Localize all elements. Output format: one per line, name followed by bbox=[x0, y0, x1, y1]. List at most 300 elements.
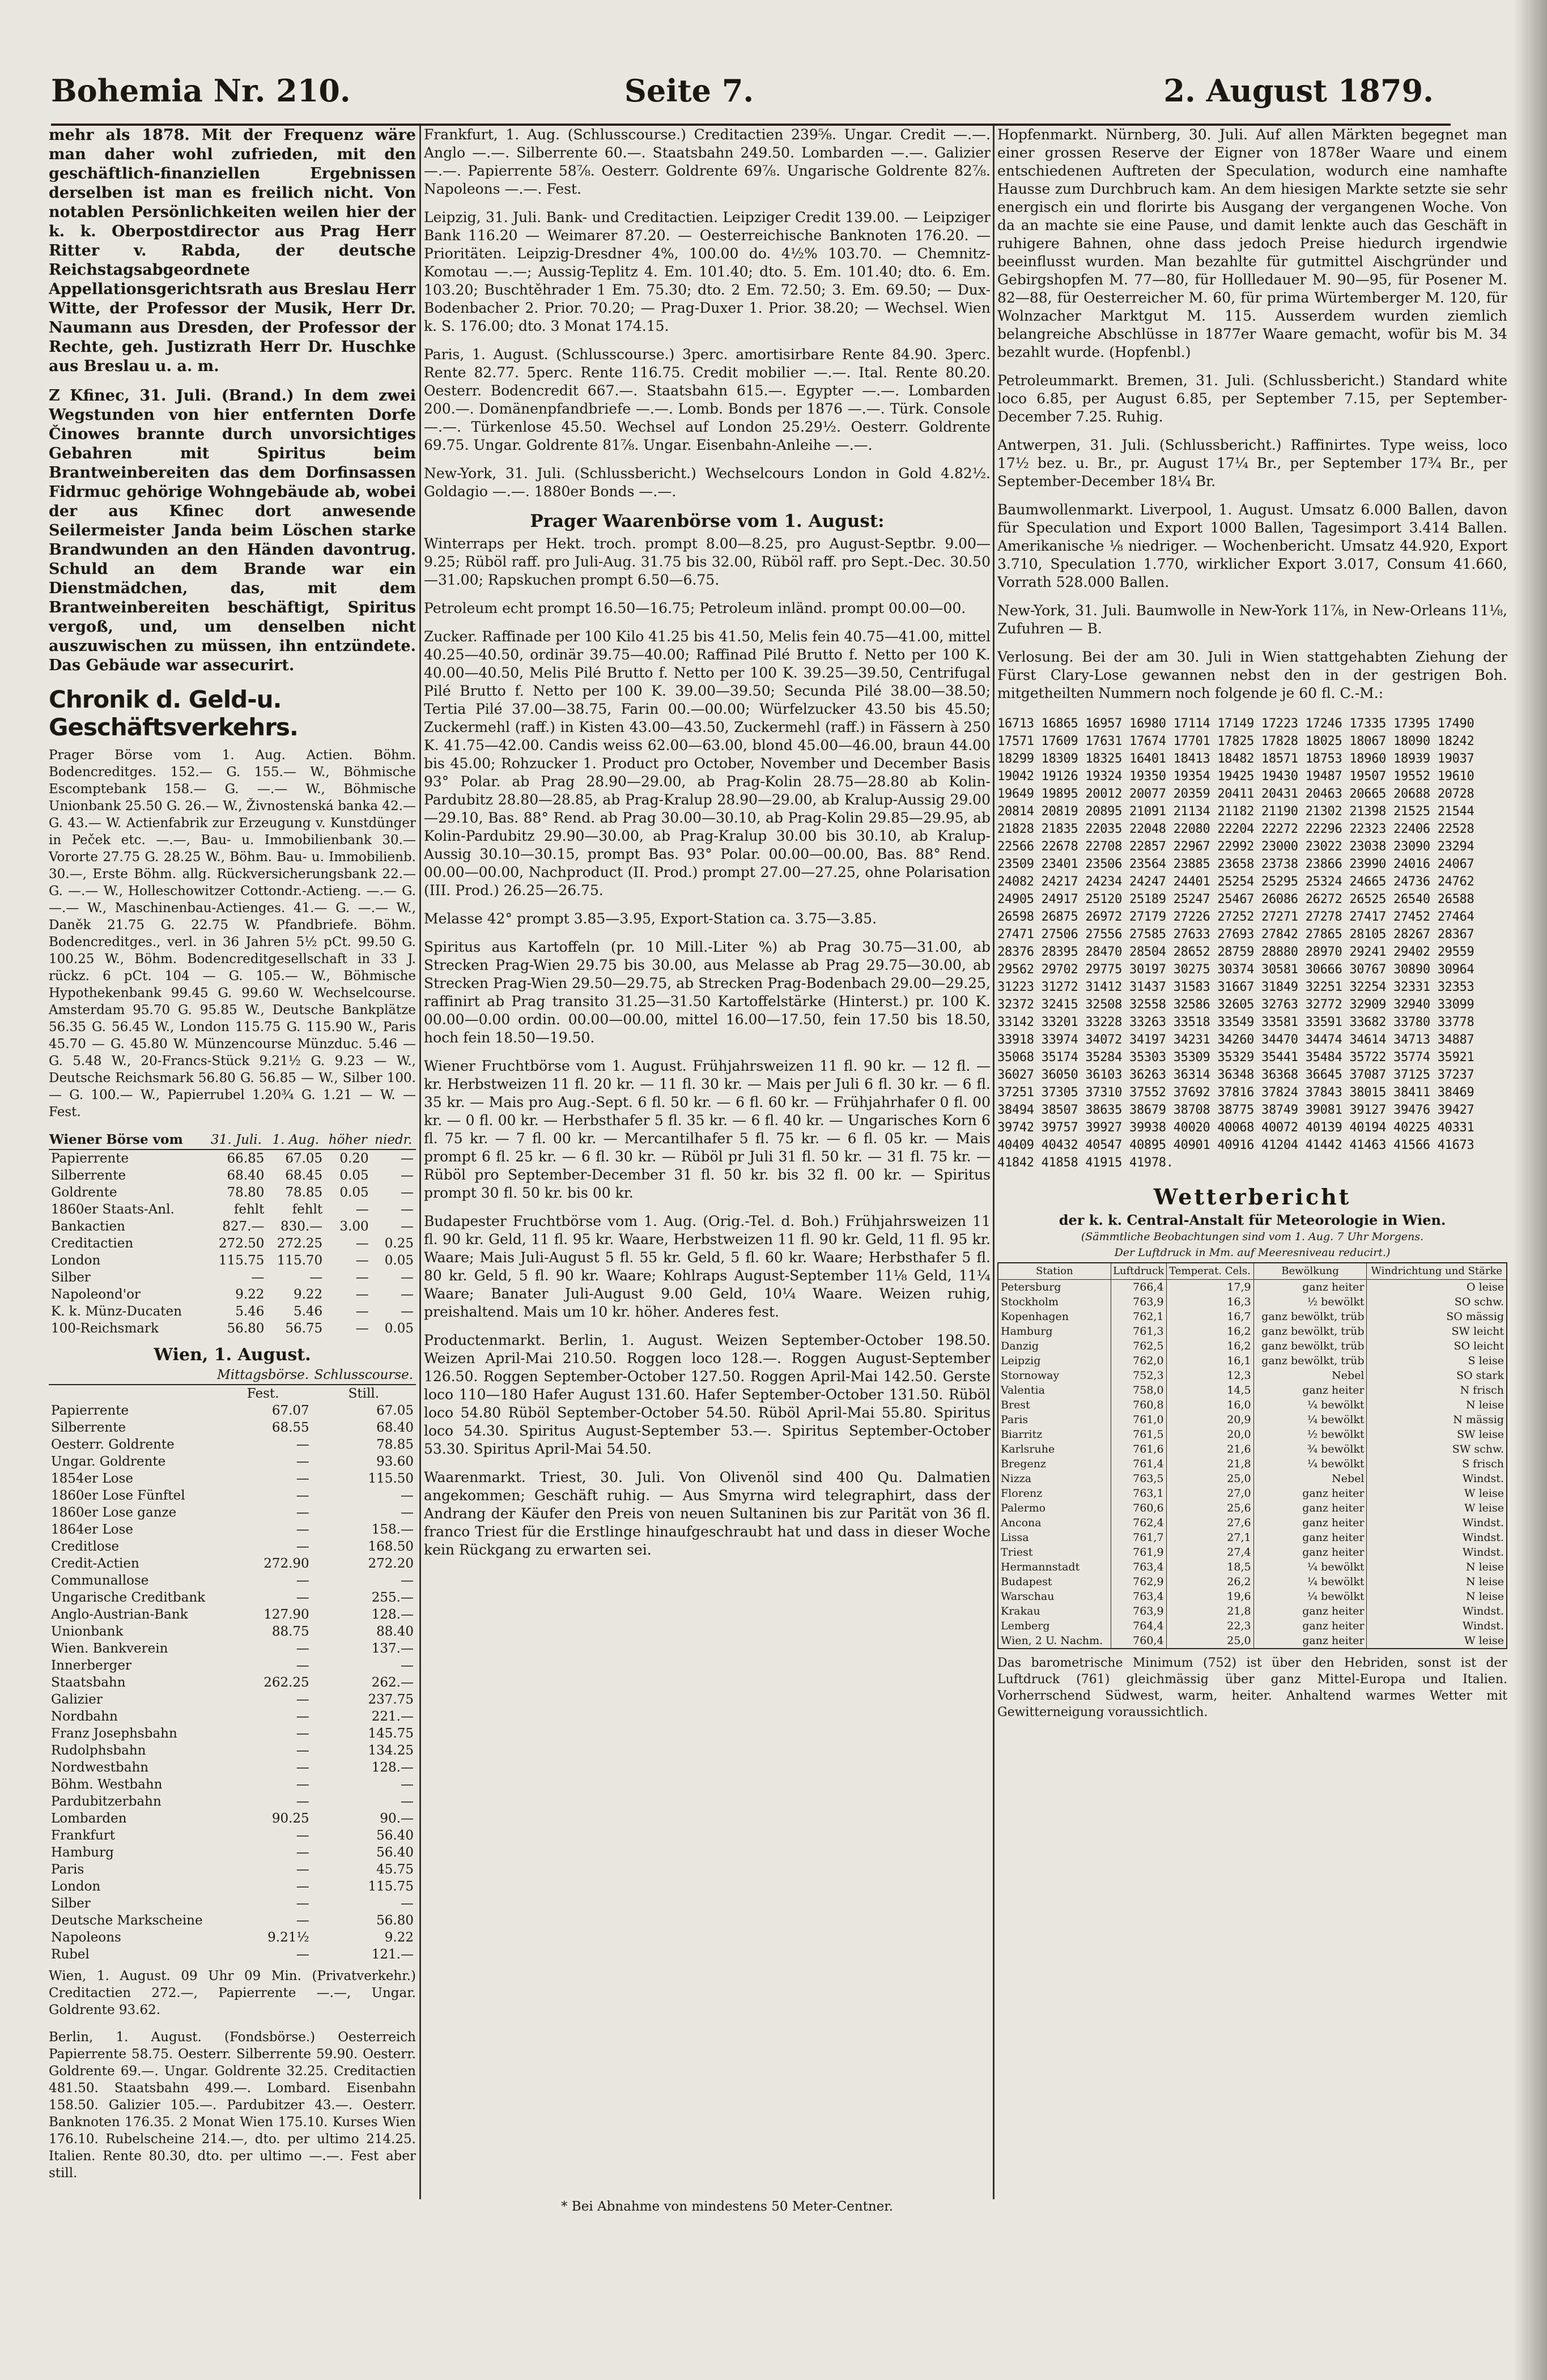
wien-cell: Ungarische Creditbank bbox=[51, 1590, 206, 1605]
wien-row bbox=[49, 1402, 416, 1419]
weather-row bbox=[998, 1309, 1507, 1324]
weather-cell: Danzig bbox=[998, 1339, 1111, 1353]
weather-cell: 27,0 bbox=[1166, 1486, 1253, 1501]
leipzig-report: Leipzig, 31. Juli. Bank- und Creditactien. Leipziger Credit 139.00. — Leipziger Bank 116.20 — Weimarer 87.20. — Oesterreichische Banknoten 176.20. — Prioritäten. Leipzig-Dresdner 4%, 100.00 do. 4½% 103.70. — Chemnitz-Komotau —.—; Aussig-Teplitz 4. Em. 101.40; dto. 5. Em. 101.40; dto. 6. Em. 103.20; Buschtěhrader 1 Em. 75.30; dto. 2 Em. 72.50; 3. Em. 69.50; — Dux-Bodenbacher 2. Prior. 70.20; — Prag-Duxer 1. Prior. 38.20; — Wechsel. Wien k. S. 176.00; dto. 3 Monat 174.15. bbox=[424, 209, 991, 334]
weather-row bbox=[998, 1353, 1507, 1368]
antwerpen-report: Antwerpen, 31. Juli. (Schlussbericht.) Raffinirtes. Type weiss, loco 17½ bez. u. Br., pr. August 17¼ Br., per September 17¾ Br., per September-December 18¼ Br. bbox=[997, 437, 1507, 489]
wien-cell: 1864er Lose bbox=[51, 1522, 133, 1537]
weather-cell: W leise bbox=[1367, 1501, 1507, 1515]
wien-header-0 bbox=[49, 1366, 215, 1385]
wien-cell: 221.— bbox=[371, 1709, 414, 1724]
wiener-boerse-cell: 0.20 bbox=[339, 1151, 369, 1166]
wien-cell: Creditlose bbox=[51, 1539, 120, 1554]
wiener-boerse-cell: 272.25 bbox=[277, 1236, 323, 1251]
weather-row bbox=[998, 1324, 1507, 1339]
weather-row bbox=[998, 1280, 1507, 1295]
weather-row bbox=[998, 1633, 1507, 1649]
wiener-boerse-cell: 68.40 bbox=[227, 1168, 265, 1183]
wx-header-4: Windrichtung und Stärke bbox=[1367, 1263, 1507, 1280]
weather-row bbox=[998, 1457, 1507, 1471]
wien-cell: Innerberger bbox=[51, 1658, 131, 1673]
header-publication: Bohemia Nr. 210. bbox=[51, 73, 351, 109]
weather-cell: 27,6 bbox=[1166, 1515, 1253, 1530]
wien-cell: 262.— bbox=[371, 1675, 414, 1690]
wien-row bbox=[49, 1504, 416, 1521]
weather-cell: Kopenhagen bbox=[998, 1309, 1111, 1324]
wien-row bbox=[49, 1759, 416, 1776]
weather-cell: SO mässig bbox=[1367, 1309, 1507, 1324]
wien-cell: Credit-Actien bbox=[51, 1556, 139, 1571]
wiener-boerse-cell: Bankactien bbox=[51, 1219, 125, 1234]
wien-cell: 90.— bbox=[380, 1811, 414, 1826]
wien-cell: Communallose bbox=[51, 1573, 149, 1588]
wien-cell: 93.60 bbox=[376, 1454, 414, 1469]
wien-cell: Anglo-Austrian-Bank bbox=[51, 1607, 188, 1622]
wien-cell: 134.25 bbox=[368, 1743, 414, 1758]
wien-table bbox=[49, 1366, 416, 1963]
weather-cell: Triest bbox=[998, 1545, 1111, 1560]
wien-row bbox=[49, 1555, 416, 1572]
weather-cell: Stockholm bbox=[998, 1295, 1111, 1309]
weather-cell: Leipzig bbox=[998, 1353, 1111, 1368]
weather-cell: ganz heiter bbox=[1253, 1501, 1367, 1515]
weather-cell: 16,7 bbox=[1166, 1309, 1253, 1324]
waarenboerse-raps: Winterraps per Hekt. troch. prompt 8.00—8.25, pro August-Septbr. 9.00—9.25; Rüböl raff. pro Juli-Aug. 31.75 bis 32.00, Rüböl raff. pro Sept.-Dec. 30.50—31.00; Rapskuchen prompt 6.50—6.75. bbox=[424, 535, 991, 588]
wien-cell: 158.— bbox=[371, 1522, 414, 1537]
weather-cell: 760,8 bbox=[1111, 1398, 1166, 1412]
weather-cell: 761,6 bbox=[1111, 1442, 1166, 1457]
weather-cell: Petersburg bbox=[998, 1280, 1111, 1295]
wiener-boerse-cell: — bbox=[355, 1236, 369, 1251]
weather-cell: ganz bewölkt, trüb bbox=[1253, 1353, 1367, 1368]
wien-cell: Unionbank bbox=[51, 1624, 124, 1639]
weather-footer: Das barometrische Minimum (752) ist über den Hebriden, sonst ist der Luftdruck (761) gleichmässig über ganz Mittel-Europa und Italien. Vorherrschend Südwest, warm, heiter. Anhaltend warmes Wetter mit Gewitterneigung voraussichtlich. bbox=[997, 1656, 1507, 1719]
weather-cell: N leise bbox=[1367, 1589, 1507, 1604]
weather-cell: Warschau bbox=[998, 1589, 1111, 1604]
weather-cell: 762,0 bbox=[1111, 1353, 1166, 1368]
weather-row bbox=[998, 1471, 1507, 1486]
wiener-boerse-cell: — bbox=[355, 1304, 369, 1319]
weather-cell: 21,6 bbox=[1166, 1442, 1253, 1457]
wien-row bbox=[49, 1640, 416, 1657]
wiener-boerse-cell: — bbox=[401, 1219, 414, 1234]
weather-cell: 26,2 bbox=[1166, 1574, 1253, 1589]
wien-row bbox=[49, 1708, 416, 1725]
weather-cell: Karlsruhe bbox=[998, 1442, 1111, 1457]
wien-heading: Wien, 1. August. bbox=[154, 1345, 311, 1365]
wiener-boerse-cell: K. k. Münz-Ducaten bbox=[51, 1304, 182, 1319]
wiener-boerse-cell: 66.85 bbox=[227, 1151, 265, 1166]
column-left bbox=[49, 126, 416, 2358]
paris-report: Paris, 1. August. (Schlusscourse.) 3perc. amortisirbare Rente 84.90. 3perc. Rente 82.77. 5perc. Rente 116.75. Credit mobilier —.—. Ital. Rente 80.20. Oesterr. Bodencredit 667.—. Staatsbahn 615.—. Egypter —.—. Lombarden 200.—. Domänenpfandbriefe —.—. Lomb. Bonds per 1876 —.—. Türk. Console —.—. Türkenlose 45.50. Wechsel auf London 25.29½. Oesterr. Goldrente 69.75. Ungar. Goldrente 81⅞. Ungar. Eisenbahn-Anleihe —.—. bbox=[424, 346, 991, 453]
wien-cell: Nordwestbahn bbox=[51, 1760, 149, 1775]
wien-cell: 115.50 bbox=[368, 1471, 414, 1486]
wien-cell: 168.50 bbox=[368, 1539, 414, 1554]
weather-cell: Lemberg bbox=[998, 1619, 1111, 1633]
weather-row bbox=[998, 1398, 1507, 1412]
weather-cell: 17,9 bbox=[1166, 1280, 1253, 1295]
wiener-fruchtboerse: Wiener Fruchtbörse vom 1. August. Frühjahrsweizen 11 fl. 90 kr. — 12 fl. — kr. Herbstweizen 11 fl. 20 kr. — 11 fl. 30 kr. — Mais per Juli 6 fl. 30 kr. — 6 fl. 35 kr. — Mais pro Aug.-Sept. 6 fl. 50 kr. — 6 fl. 60 kr. — Frühjahrhafer 0 fl. 00 kr. — 0 fl. 00 kr. — Herbsthafer 5 fl. 35 kr. — 6 fl. 40 kr. — Ungarisches Korn 6 fl. 75 kr. — 7 fl. 00 kr. — Mercantilhafer 5 fl. 75 kr. — 6 fl. 05 kr. — Mais prompt 6 fl. 25 kr. — 6 fl. 30 kr. — Rüböl pr Juli 31 fl. 50 kr. — 31 fl. 75 kr. — Rüböl pro September-December 31 fl. 50 kr. bis 32 fl. 00 kr. — Spiritus prompt 30 fl. 50 kr. bis 00 kr. bbox=[424, 1058, 991, 1201]
wiener-boerse-cell: 68.45 bbox=[285, 1168, 323, 1183]
wb-header-2: 1. Aug. bbox=[266, 1131, 325, 1149]
wien-cell: — bbox=[296, 1658, 309, 1673]
weather-row bbox=[998, 1501, 1507, 1515]
wb-header-4: niedr. bbox=[371, 1131, 416, 1149]
waarenmarkt-triest: Waarenmarkt. Triest, 30. Juli. Von Olivenöl sind 400 Qu. Dalmatien angekommen; Geschäft ruhig. — Aus Smyrna wird telegraphirt, dass der Andrang der Käufer den Preis von neuen Sultaninen bis zur Parität von 36 fl. franco Triest für die Erstlinge hinaufgeschraubt hat und dass in dieser Woche kein Rückgang zu erwarten sei. bbox=[424, 1469, 991, 1558]
wien-cell: 1860er Lose ganze bbox=[51, 1505, 177, 1520]
wien-cell: 90.25 bbox=[271, 1811, 309, 1826]
weather-cell: 758,0 bbox=[1111, 1383, 1166, 1398]
weather-cell: 25,6 bbox=[1166, 1501, 1253, 1515]
wien-cell: — bbox=[296, 1845, 309, 1860]
wiener-boerse-cell: 56.75 bbox=[285, 1321, 323, 1336]
weather-cell: N leise bbox=[1367, 1560, 1507, 1574]
petroleummarkt: Petroleummarkt. Bremen, 31. Juli. (Schlussbericht.) Standard white loco 6.85, per August 6.85, per September 7.15, per September-December 7.25. Ruhig. bbox=[997, 372, 1507, 425]
wiener-boerse-cell: fehlt bbox=[233, 1202, 265, 1217]
wien-cell: 45.75 bbox=[376, 1862, 414, 1877]
wien-cell: 1854er Lose bbox=[51, 1471, 133, 1486]
wien-row bbox=[49, 1810, 416, 1827]
wien-row bbox=[49, 1929, 416, 1946]
wiener-boerse-cell: — bbox=[401, 1168, 414, 1183]
weather-cell: Hamburg bbox=[998, 1324, 1111, 1339]
wien-cell: — bbox=[296, 1896, 309, 1911]
weather-cell: 16,2 bbox=[1166, 1324, 1253, 1339]
weather-row bbox=[998, 1412, 1507, 1427]
footnote: * Bei Abnahme von mindestens 50 Meter-Centner. bbox=[561, 2199, 894, 2214]
weather-cell: 764,4 bbox=[1111, 1619, 1166, 1633]
weather-cell: SO stark bbox=[1367, 1368, 1507, 1383]
wien-cell: Staatsbahn bbox=[51, 1675, 126, 1690]
wiener-boerse-cell: — bbox=[309, 1270, 323, 1285]
weather-cell: N frisch bbox=[1367, 1383, 1507, 1398]
wien-cell: — bbox=[401, 1488, 414, 1503]
berlin-boerse: Berlin, 1. August. (Fondsbörse.) Oesterreich Papierrente 58.75. Oesterr. Silberrente 59.90. Oesterr. Goldrente 69.—. Ungar. Goldrente 32.25. Creditactien 481.50. Staatsbahn 499.—. Lombard. Eisenbahn 158.50. Galizier 105.—. Pardubitzer 43.—. Oesterr. Banknoten 176.35. 2 Monat Wien 175.10. Kurses Wien 176.10. Rubelscheine 214.—, dto. per ultimo 214.25. Italien. Rente 80.30, dto. per ultimo —.—. Fest aber still. bbox=[49, 2030, 416, 2181]
wb-header-3: höher bbox=[325, 1131, 371, 1149]
wien-cell: Böhm. Westbahn bbox=[51, 1777, 163, 1792]
weather-row bbox=[998, 1574, 1507, 1589]
wien-cell: — bbox=[296, 1760, 309, 1775]
wb-header-0: Wiener Börse vom bbox=[49, 1131, 206, 1149]
weather-cell: O leise bbox=[1367, 1280, 1507, 1295]
wien-cell: — bbox=[296, 1709, 309, 1724]
weather-cell: ¼ bewölkt bbox=[1253, 1589, 1367, 1604]
weather-cell: 761,9 bbox=[1111, 1545, 1166, 1560]
header-date: 2. August 1879. bbox=[1163, 73, 1434, 109]
wiener-boerse-cell: 0.25 bbox=[384, 1236, 414, 1251]
weather-cell: ganz bewölkt, trüb bbox=[1253, 1309, 1367, 1324]
weather-cell: Hermannstadt bbox=[998, 1560, 1111, 1574]
wiener-boerse-cell: — bbox=[401, 1304, 414, 1319]
lottery-numbers: 16713 16865 16957 16980 17114 17149 17223 17246 17335 17395 17490 17571 17609 17631 17674 17701 17825 17828 18025 18067 18090 18242 18299 18309 18325 16401 18413 18482 18571 18753 18960 18939 19037 19042 19126 19324 19350 19354 19425 19430 19487 19507 19552 19610 19649 19895 20012 20077 20359 20411 20431 20463 20665 20688 20728 20814 20819 20895 21091 21134 21182 21190 21302 21398 21525 21544 21828 21835 22035 22048 22080 22204 22272 22296 22323 22406 22528 22566 22678 22708 22857 22967 22992 23000 23022 23038 23090 23294 23509 23401 23506 23564 23885 23658 23738 23866 23990 24016 24067 24082 24217 24234 24247 24401 25254 25295 25324 24665 24736 24762 24905 24917 25120 25189 25247 25467 26086 26272 26525 26540 26588 26598 26875 26972 27179 27226 27252 27271 27278 27417 27452 27464 27471 27506 27556 27585 27633 27693 27842 27865 28105 28267 28367 28376 28395 28470 28504 28652 28759 28880 28970 29241 29402 29559 29562 29702 29775 30197 30275 30374 30581 30666 30767 30890 30964 31223 31272 31412 31437 31583 31667 31849 32251 32254 32331 32353 32372 32415 32508 32558 32586 32605 32763 32772 32909 32940 33099 33142 33201 33228 33263 33518 33549 33581 33591 33682 33780 33778 33918 33974 34072 34197 34231 34260 34470 34474 34614 34713 34887 35068 35174 35284 35303 35309 35329 35441 35484 35722 35774 35921 36027 36050 36103 36263 36314 36348 36368 36645 37087 37125 37237 37251 37305 37310 37552 37692 37816 37824 37843 38015 38411 38469 38494 38507 38635 38679 38708 38775 38749 39081 39127 39476 39427 39742 39757 39927 39938 40020 40068 40072 40139 40194 40225 40331 40409 40432 40547 40895 40901 40916 41204 41442 41463 41566 41673 41842 41858 41915 41978. bbox=[997, 717, 1474, 1170]
column-middle bbox=[424, 126, 991, 2358]
wiener-boerse-cell: — bbox=[355, 1202, 369, 1217]
weather-cell: 760,6 bbox=[1111, 1501, 1166, 1515]
wien-cell: 237.75 bbox=[368, 1692, 414, 1707]
weather-cell: W leise bbox=[1367, 1633, 1507, 1649]
intro-paragraph: mehr als 1878. Mit der Frequenz wäre man daher wohl zufrieden, mit den geschäftlich-finanziellen Ergebnissen derselben ist man es freilich nicht. Von notablen Persönlichkeiten weilen hier der k. k. Oberpostdirector aus Prag Herr Ritter v. Rabda, der deutsche Reichstagsabgeordnete Appellationsgerichtsrath aus Breslau Herr Witte, der Professor der Musik, Herr Dr. Naumann aus Dresden, der Professor der Rechte, geh. Justizrath Herr Dr. Huschke aus Breslau u. a. m. bbox=[49, 126, 416, 375]
verlosung: Verlosung. Bei der am 30. Juli in Wien stattgehabten Ziehung der Fürst Clary-Lose gewannen nebst den in der gestrigen Boh. mitgetheilten Nummern noch folgende je 60 fl. C.-M.: bbox=[997, 649, 1507, 701]
wien-cell: Rudolphsbahn bbox=[51, 1743, 146, 1758]
weather-cell: ganz heiter bbox=[1253, 1633, 1367, 1649]
weather-cell: 25,0 bbox=[1166, 1471, 1253, 1486]
wien-row bbox=[49, 1589, 416, 1606]
wien-cell: — bbox=[296, 1488, 309, 1503]
weather-cell: Brest bbox=[998, 1398, 1111, 1412]
column-right bbox=[997, 126, 1507, 2358]
wien-row bbox=[49, 1742, 416, 1759]
wb-header-1: 31. Juli. bbox=[206, 1131, 267, 1149]
wiener-boerse-cell: — bbox=[401, 1270, 414, 1285]
wiener-boerse-cell: 67.05 bbox=[285, 1151, 323, 1166]
wiener-boerse-row bbox=[49, 1235, 416, 1252]
wiener-boerse-cell: — bbox=[355, 1253, 369, 1268]
weather-cell: ganz heiter bbox=[1253, 1604, 1367, 1619]
weather-row bbox=[998, 1619, 1507, 1633]
wiener-boerse-cell: — bbox=[251, 1270, 265, 1285]
wiener-boerse-cell: 827.— bbox=[222, 1219, 265, 1234]
weather-cell: ganz heiter bbox=[1253, 1530, 1367, 1545]
wien-cell: 9.22 bbox=[384, 1930, 414, 1945]
wien-cell: 67.05 bbox=[376, 1403, 414, 1418]
weather-cell: Lissa bbox=[998, 1530, 1111, 1545]
wien-row bbox=[49, 1487, 416, 1504]
weather-row bbox=[998, 1383, 1507, 1398]
weather-cell: SW leicht bbox=[1367, 1324, 1507, 1339]
wien-cell: 128.— bbox=[371, 1607, 414, 1622]
prager-boerse: Prager Börse vom 1. Aug. Actien. Böhm. Bodencreditges. 152.— G. 155.— W., Böhmische Escomptebank 158.— G. —.— W., Böhmische Unionbank 25.50 G. 26.— W., Živnostenská banka 42.— G. 43.— W. Actienfabrik zur Erzeugung v. Kunstdünger in Peček etc. —.—, Bau- u. Immobilienbank 30.— Vororte 27.75 G. 28.25 W., Böhm. Bau- u. Immobilienb. 30.—, Erste Böhm. allg. Rückversicherungsbank 22.— G. —.— W., Holleschowitzer Cottondr.-Actieng. —.— G. —.— W., Maschinenbau-Actienges. 41.— G. —.— W., Daněk 21.75 G. 22.75 W. Pfandbriefe. Böhm. Bodencreditges., verl. in 36 Jahren 5½ pCt. 99.50 G. 100.25 W., Böhm. Bodencreditgesellschaft in 33 J. rückz. 6 pCt. 104 — G. 105.— W., Böhmische Hypothekenbank 99.45 G. 99.60 W. Wechselcourse. Amsterdam 95.70 G. 95.85 W., Deutsche Bankplätze 56.35 G. 56.45 W., London 115.75 G. 115.90 W., Paris 45.70 — G. 45.80 W. Münzencourse Münzduc. 5.46 — G. 5.48 W., 20-Francs-Stück 9.21½ G. 9.23 — W., Deutsche Reichsmark 56.80 G. 56.85 — W., Silber 100.— G. 100.— W., Papierrubel 1.20¾ G. 1.21 — W. — Fest. bbox=[49, 748, 416, 1119]
wien-cell: — bbox=[296, 1743, 309, 1758]
weather-cell: 27,1 bbox=[1166, 1530, 1253, 1545]
wien-row bbox=[49, 1606, 416, 1623]
wien-cell: — bbox=[296, 1590, 309, 1605]
wien-row bbox=[49, 1453, 416, 1470]
wien-cell: 121.— bbox=[371, 1947, 414, 1962]
wiener-boerse-cell: 78.85 bbox=[285, 1185, 323, 1200]
weather-cell: 762,5 bbox=[1111, 1339, 1166, 1353]
wien-row bbox=[49, 1725, 416, 1742]
wiener-boerse-cell: London bbox=[51, 1253, 101, 1268]
wien-row bbox=[49, 1419, 416, 1436]
wien-cell: Paris bbox=[51, 1862, 84, 1877]
wiener-boerse-cell: — bbox=[401, 1287, 414, 1302]
wien-cell: — bbox=[296, 1777, 309, 1792]
wien-row bbox=[49, 1470, 416, 1487]
weather-cell: 760,4 bbox=[1111, 1633, 1166, 1649]
weather-row bbox=[998, 1295, 1507, 1309]
wiener-boerse-cell: — bbox=[401, 1202, 414, 1217]
wien-cell: 145.75 bbox=[368, 1726, 414, 1741]
weather-row bbox=[998, 1339, 1507, 1353]
wien-cell: Lombarden bbox=[51, 1811, 127, 1826]
wiener-boerse-cell: 78.80 bbox=[227, 1185, 265, 1200]
waarenboerse-spiritus: Spiritus aus Kartoffeln (pr. 10 Mill.-Liter %) ab Prag 30.75—31.00, ab Strecken Prag-Wien 29.75 bis 30.00, aus Melasse ab Prag 29.75—30.00, ab Strecken Prag-Wien 29.50—29.75, ab Strecken Prag-Bodenbach 29.00—29.25, raffinirt ab Prag transito 31.25—31.50 Kartoffelstärke (Hinterst.) pr. 100 K. 00.00—0.00 ordin. 00.00—00.00, mittel 16.00—17.50, fein 17.50 bis 18.50, hoch fein 18.50—19.50. bbox=[424, 939, 991, 1046]
weather-cell: Windst. bbox=[1367, 1619, 1507, 1633]
wiener-boerse-row bbox=[49, 1252, 416, 1269]
wien-cell: Franz Josephsbahn bbox=[51, 1726, 177, 1741]
weather-cell: Windst. bbox=[1367, 1604, 1507, 1619]
weather-cell: S frisch bbox=[1367, 1457, 1507, 1471]
weather-cell: Stornoway bbox=[998, 1368, 1111, 1383]
waarenboerse-melasse: Melasse 42° prompt 3.85—3.95, Export-Station ca. 3.75—3.85. bbox=[424, 910, 877, 927]
wiener-boerse-cell: 100-Reichsmark bbox=[51, 1321, 159, 1336]
weather-cell: ½ bewölkt bbox=[1253, 1295, 1367, 1309]
weather-cell: SO schw. bbox=[1367, 1295, 1507, 1309]
weather-row bbox=[998, 1545, 1507, 1560]
wien-cell: 56.40 bbox=[376, 1845, 414, 1860]
weather-cell: Windst. bbox=[1367, 1515, 1507, 1530]
wien-cell: Hamburg bbox=[51, 1845, 114, 1860]
wien-cell: — bbox=[296, 1879, 309, 1894]
weather-row bbox=[998, 1530, 1507, 1545]
wien-cell: 128.— bbox=[371, 1760, 414, 1775]
wien-cell: — bbox=[401, 1505, 414, 1520]
wien-row bbox=[49, 1946, 416, 1963]
wiener-boerse-cell: 115.75 bbox=[218, 1253, 265, 1268]
weather-cell: Valentia bbox=[998, 1383, 1111, 1398]
wien-cell: 1860er Lose Fünftel bbox=[51, 1488, 185, 1503]
wien-cell: — bbox=[296, 1471, 309, 1486]
wiener-boerse-cell: 9.22 bbox=[235, 1287, 265, 1302]
weather-cell: 16,0 bbox=[1166, 1398, 1253, 1412]
weather-cell: 21,8 bbox=[1166, 1457, 1253, 1471]
weather-cell: Ancona bbox=[998, 1515, 1111, 1530]
wien-cell: — bbox=[296, 1437, 309, 1452]
weather-cell: Palermo bbox=[998, 1501, 1111, 1515]
wiener-boerse-cell: Papierrente bbox=[51, 1151, 129, 1166]
wiener-boerse-cell: Goldrente bbox=[51, 1185, 117, 1200]
wien-cell: 115.75 bbox=[368, 1879, 414, 1894]
weather-cell: 19,6 bbox=[1166, 1589, 1253, 1604]
weather-row bbox=[998, 1604, 1507, 1619]
weather-row bbox=[998, 1560, 1507, 1574]
weather-cell: N leise bbox=[1367, 1574, 1507, 1589]
weather-cell: Windst. bbox=[1367, 1545, 1507, 1560]
wien-cell: Ungar. Goldrente bbox=[51, 1454, 166, 1469]
weather-cell: 16,2 bbox=[1166, 1339, 1253, 1353]
wiener-boerse-cell: 830.— bbox=[280, 1219, 323, 1234]
wien-cell: 88.40 bbox=[376, 1624, 414, 1639]
weather-cell: 21,8 bbox=[1166, 1604, 1253, 1619]
wiener-boerse-cell: Silberrente bbox=[51, 1168, 126, 1183]
wx-header-0: Station bbox=[998, 1263, 1111, 1280]
waarenboerse-petroleum: Petroleum echt prompt 16.50—16.75; Petroleum inländ. prompt 00.00—00. bbox=[424, 600, 966, 616]
wien-cell: Papierrente bbox=[51, 1403, 129, 1418]
wien-cell: — bbox=[296, 1828, 309, 1843]
wiener-boerse-row bbox=[49, 1269, 416, 1286]
weather-cell: ganz heiter bbox=[1253, 1383, 1367, 1398]
weather-cell: Nebel bbox=[1253, 1471, 1367, 1486]
weather-cell: 763,9 bbox=[1111, 1295, 1166, 1309]
weather-row bbox=[998, 1589, 1507, 1604]
wiener-boerse-cell: fehlt bbox=[292, 1202, 323, 1217]
wien-cell: 68.40 bbox=[376, 1420, 414, 1435]
weather-cell: 12,3 bbox=[1166, 1368, 1253, 1383]
weather-cell: Bregenz bbox=[998, 1457, 1111, 1471]
wien-cell: 9.21½ bbox=[267, 1930, 309, 1945]
wien-cell: — bbox=[296, 1573, 309, 1588]
wien-cell: — bbox=[296, 1692, 309, 1707]
weather-cell: 761,4 bbox=[1111, 1457, 1166, 1471]
weather-cell: Nebel bbox=[1253, 1368, 1367, 1383]
wiener-boerse-cell: — bbox=[355, 1287, 369, 1302]
weather-cell: 762,1 bbox=[1111, 1309, 1166, 1324]
productenmarkt-berlin: Productenmarkt. Berlin, 1. August. Weizen September-October 198.50. Weizen April-Mai 210.50. Roggen loco 128.—. Roggen August-September 126.50. Roggen September-October 127.50. Roggen April-Mai 142.50. Gerste loco 110—180 Hafer August 131.60. Hafer September-October 131.50. Rüböl loco 54.80 Rüböl September-October 54.50. Rüböl April-Mai 55.80. Spiritus loco 54.30. Spiritus August-September 53.—. Spiritus September-October 53.30. Spiritus April-Mai 54.50. bbox=[424, 1332, 991, 1457]
weather-cell: ¼ bewölkt bbox=[1253, 1412, 1367, 1427]
wien-row bbox=[49, 1895, 416, 1912]
wien-cell: — bbox=[296, 1539, 309, 1554]
wien-cell: — bbox=[296, 1726, 309, 1741]
weather-cell: 761,3 bbox=[1111, 1324, 1166, 1339]
weather-cell: ¼ bewölkt bbox=[1253, 1574, 1367, 1589]
wiener-boerse-cell: Creditactien bbox=[51, 1236, 134, 1251]
wien-cell: — bbox=[296, 1862, 309, 1877]
wx-header-3: Bewölkung bbox=[1253, 1263, 1367, 1280]
weather-cell: ganz heiter bbox=[1253, 1619, 1367, 1633]
wien-cell: Pardubitzerbahn bbox=[51, 1794, 162, 1809]
weather-cell: Windst. bbox=[1367, 1530, 1507, 1545]
wiener-boerse-cell: 0.05 bbox=[339, 1168, 369, 1183]
weather-cell: ¼ bewölkt bbox=[1253, 1398, 1367, 1412]
wien-cell: — bbox=[296, 1522, 309, 1537]
wien-cell: — bbox=[401, 1794, 414, 1809]
wien-cell: 272.90 bbox=[264, 1556, 309, 1571]
wiener-boerse-cell: 272.50 bbox=[218, 1236, 265, 1251]
weather-cell: 761,7 bbox=[1111, 1530, 1166, 1545]
weather-cell: 25,0 bbox=[1166, 1633, 1253, 1649]
baumwollenmarkt: Baumwollenmarkt. Liverpool, 1. August. Umsatz 6.000 Ballen, davon für Speculation und Export 1000 Ballen, Tagesimport 3.414 Ballen. Amerikanische ⅛ niedriger. — Wochenbericht. Umsatz 44.920, Export 3.710, Speculation 1.770, wirklicher Export 3.017, Consum 41.660, Vorrath 528.000 Ballen. bbox=[997, 501, 1507, 590]
wien-cell: — bbox=[401, 1777, 414, 1792]
weather-cell: Florenz bbox=[998, 1486, 1111, 1501]
wien-cell: Nordbahn bbox=[51, 1709, 118, 1724]
wien-cell: 56.40 bbox=[376, 1828, 414, 1843]
weather-cell: SW leise bbox=[1367, 1427, 1507, 1442]
weather-note-2: Der Luftdruck in Mm. auf Meeresniveau reducirt.) bbox=[1114, 1246, 1391, 1259]
wien-cell: — bbox=[296, 1947, 309, 1962]
weather-table bbox=[997, 1262, 1507, 1649]
wien-cell: Silber bbox=[51, 1896, 91, 1911]
wien-cell: 78.85 bbox=[376, 1437, 414, 1452]
weather-cell: 763,4 bbox=[1111, 1560, 1166, 1574]
wien-cell: — bbox=[296, 1913, 309, 1928]
wiener-boerse-cell: 3.00 bbox=[339, 1219, 369, 1234]
weather-cell: Windst. bbox=[1367, 1471, 1507, 1486]
wiener-boerse-table bbox=[49, 1131, 416, 1337]
wien-cell: 56.80 bbox=[376, 1913, 414, 1928]
newyork-baumwolle: New-York, 31. Juli. Baumwolle in New-York 11⅞, in New-Orleans 11⅛, Zufuhren — B. bbox=[997, 602, 1507, 637]
weather-cell: ganz bewölkt, trüb bbox=[1253, 1324, 1367, 1339]
wiener-boerse-cell: 0.05 bbox=[339, 1185, 369, 1200]
wien-row bbox=[49, 1912, 416, 1929]
weather-cell: Krakau bbox=[998, 1604, 1111, 1619]
weather-cell: 761,5 bbox=[1111, 1427, 1166, 1442]
wien-cell: — bbox=[401, 1896, 414, 1911]
column-divider-2 bbox=[993, 126, 994, 2199]
weather-row bbox=[998, 1368, 1507, 1383]
weather-cell: Paris bbox=[998, 1412, 1111, 1427]
wien-cell: Silberrente bbox=[51, 1420, 126, 1435]
weather-cell: 763,5 bbox=[1111, 1471, 1166, 1486]
newyork-report: New-York, 31. Juli. (Schlussbericht.) Wechselcours London in Gold 4.82½. Goldagio —.—. 1880er Bonds —.—. bbox=[424, 465, 991, 500]
weather-cell: 762,4 bbox=[1111, 1515, 1166, 1530]
wiener-boerse-row bbox=[49, 1218, 416, 1235]
wien-row bbox=[49, 1878, 416, 1895]
wien-cell: 68.55 bbox=[271, 1420, 309, 1435]
wien-row bbox=[49, 1827, 416, 1844]
weather-cell: 20,0 bbox=[1166, 1427, 1253, 1442]
wien-cell: 67.07 bbox=[271, 1403, 309, 1418]
weather-cell: 16,1 bbox=[1166, 1353, 1253, 1368]
